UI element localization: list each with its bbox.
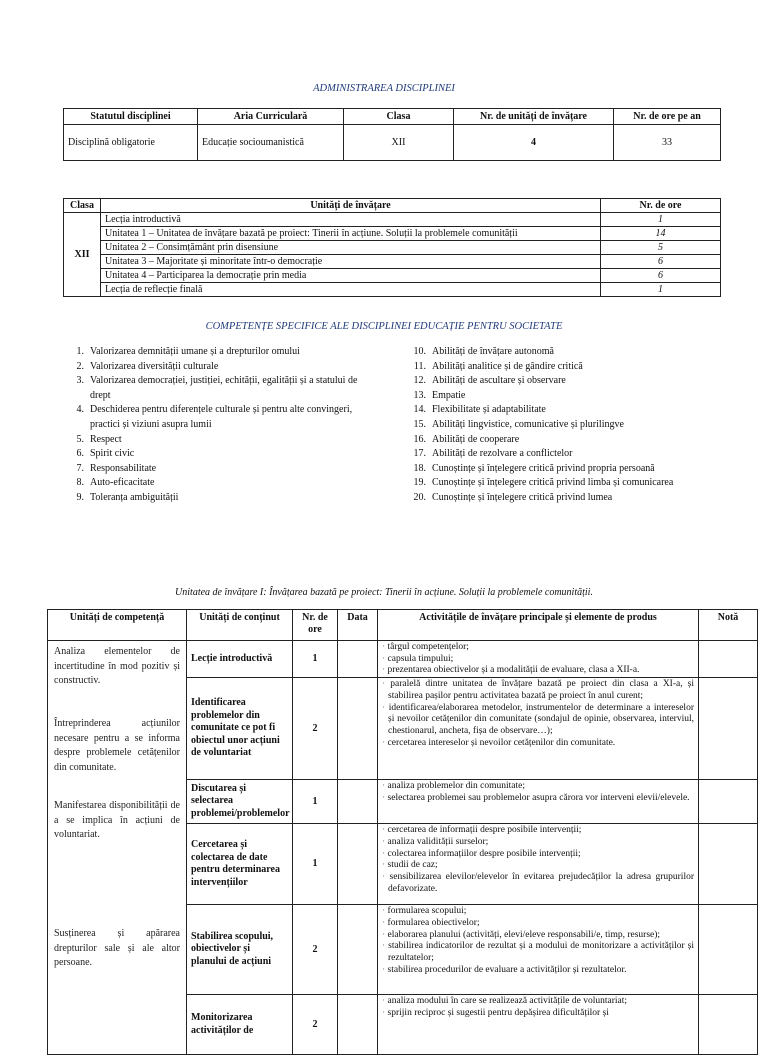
competence-item: [410, 403, 750, 418]
item-text: Valorizarea diversității culturale: [90, 360, 219, 372]
competence-item: [410, 345, 750, 360]
col-header: Activitățile de învățare principale și elemente de produs: [378, 610, 699, 641]
activity-item: · formularea scopului;: [382, 906, 694, 918]
competence-item: [410, 476, 750, 491]
table-row: [64, 125, 721, 161]
item-number: 4.: [76, 404, 84, 416]
competence-unit: Întreprinderea acțiunilor necesare pentru a se informa despre problemele cetățenilor din comunitate.: [54, 718, 180, 773]
item-number: 6.: [76, 448, 84, 460]
hours-per-year: 33: [614, 125, 721, 161]
content-unit: Identificarea problemelor din comunitate ce pot fi obiectul unor acțiuni de voluntariat: [187, 678, 293, 780]
content-unit: Discutarea și selectarea problemei/problemelor: [187, 780, 293, 824]
table-row: [64, 283, 721, 297]
date-cell: [338, 780, 378, 824]
competence-item: [410, 433, 750, 448]
item-text: Toleranța ambiguității: [90, 491, 179, 503]
item-text: Abilități de învățare autonomă: [432, 346, 554, 357]
unit-name: Unitatea 1 – Unitatea de învățare bazată pe proiect: Tinerii în acțiune. Soluții la problemele comunității: [101, 227, 601, 241]
col-header: Statutul disciplinei: [64, 109, 198, 125]
competence-units-cell: [48, 641, 187, 1055]
col-header: Clasa: [344, 109, 454, 125]
item-text: Valorizarea demnității umane și a drepturilor omului: [90, 346, 300, 357]
note-cell: [699, 995, 758, 1055]
unit-hours: 14: [601, 227, 721, 241]
item-number: 19.: [413, 477, 426, 489]
activity-item: · stabilirea indicatorilor de rezultat și a modului de monitorizare a activităților și rezultatelor;: [382, 941, 694, 964]
note-cell: [699, 824, 758, 905]
content-unit: Cercetarea și colectarea de date pentru determinarea intervențiilor: [187, 824, 293, 905]
activity-item: · selectarea problemei sau problemelor asupra cărora vor interveni elevii/elevele.: [382, 793, 694, 805]
item-number: 3.: [76, 375, 84, 387]
table-row: [48, 641, 758, 678]
activity-item: · cercetarea de informații despre posibile intervenții;: [382, 825, 694, 837]
note-cell: [699, 641, 758, 678]
hours: 2: [293, 678, 338, 780]
activity-item: · analiza validității surselor;: [382, 837, 694, 849]
item-text: Abilități de ascultare și observare: [432, 375, 566, 387]
content-unit: Stabilirea scopului, obiectivelor și planului de acțiuni: [187, 905, 293, 995]
competence-item: [68, 462, 368, 477]
item-number: 15.: [413, 418, 426, 430]
col-header: Unități de conținut: [187, 610, 293, 641]
table-row: [64, 227, 721, 241]
item-text: Auto-eficacitate: [90, 477, 155, 489]
unit-hours: 5: [601, 241, 721, 255]
item-text: Empatie: [432, 389, 466, 401]
item-text: Cunoștințe și înțelegere critică privind limba și comunicarea: [432, 477, 674, 489]
item-text: Cunoștințe și înțelegere critică privind propria persoană: [432, 462, 655, 474]
class: XII: [344, 125, 454, 161]
activity-item: · târgul competențelor;: [382, 642, 694, 654]
hours: 1: [293, 641, 338, 678]
table-row: [64, 255, 721, 269]
col-header: Nr. de ore: [293, 610, 338, 641]
unit-name: Unitatea 3 – Majoritate și minoritate într-o democrație: [101, 255, 601, 269]
col-header: Clasa: [64, 199, 101, 213]
item-text: Abilități lingvistice, comunicative și plurilingve: [432, 418, 624, 430]
col-header: Nr. de unități de învățare: [454, 109, 614, 125]
hours: 2: [293, 995, 338, 1055]
activity-item: · capsula timpului;: [382, 654, 694, 666]
item-text: Abilități de cooperare: [432, 433, 520, 445]
item-number: 9.: [76, 491, 84, 503]
item-text: Spirit civic: [90, 448, 135, 460]
activity-item: · formularea obiectivelor;: [382, 918, 694, 930]
unit-hours: 6: [601, 255, 721, 269]
activity-item: · cercetarea intereselor și nevoilor cetățenilor din comunitate.: [382, 738, 694, 750]
item-number: 18.: [413, 462, 426, 474]
competence-item: [68, 433, 368, 448]
activity-item: · prezentarea obiectivelor și a modalității de evaluare, clasa a XII-a.: [382, 665, 694, 677]
note-cell: [699, 780, 758, 824]
note-cell: [699, 905, 758, 995]
col-header: Nr. de ore pe an: [614, 109, 721, 125]
administration-table: [63, 108, 721, 161]
item-text: Valorizarea democrației, justiției, echității, egalității și a statului de drept: [90, 375, 358, 401]
unit-hours: 6: [601, 269, 721, 283]
item-number: 2.: [76, 360, 84, 372]
note-cell: [699, 678, 758, 780]
activity-item: · analiza problemelor din comunitate;: [382, 781, 694, 793]
activities-cell: [378, 995, 699, 1055]
competences-list-right: [410, 345, 750, 506]
content-unit: Lecție introductivă: [187, 641, 293, 678]
date-cell: [338, 995, 378, 1055]
item-number: 17.: [413, 448, 426, 460]
table-row: [64, 269, 721, 283]
unit-hours: 1: [601, 283, 721, 297]
col-header: Data: [338, 610, 378, 641]
activity-item: · sensibilizarea elevilor/elevelor în evitarea prejudecăților la adresa grupurilor defavorizate.: [382, 872, 694, 895]
activity-item: · sprijin reciproc și sugestii pentru depășirea dificultăților și: [382, 1008, 694, 1020]
item-number: 14.: [413, 404, 426, 416]
item-number: 1.: [76, 346, 84, 357]
item-number: 11.: [413, 360, 426, 372]
section-title-competences: COMPETENȚE SPECIFICE ALE DISCIPLINEI EDUCAȚIE PENTRU SOCIETATE: [205, 321, 563, 332]
col-header: Unități de învățare: [101, 199, 601, 213]
item-text: Cunoștințe și înțelegere critică privind lumea: [432, 491, 613, 503]
activities-cell: [378, 641, 699, 678]
unit-hours: 1: [601, 213, 721, 227]
activity-item: · paralelă dintre unitatea de învățare bazată pe proiect din clasa a XI-a, și stabilirea pașilor pentru activitatea bazată pe proiect în anul curent;: [382, 679, 694, 702]
competence-item: [410, 447, 750, 462]
activity-item: · studii de caz;: [382, 860, 694, 872]
activity-item: · stabilirea procedurilor de evaluare a activităților și rezultatelor.: [382, 965, 694, 977]
activity-item: · identificarea/elaborarea metodelor, instrumentelor de determinare a intereselor și nevoilor cetățenilor din comunitate (sondajul de opinie, observarea, interviul, chestionarul, ancheta, fișa de observare…);: [382, 703, 694, 738]
competence-unit: Analiza elementelor de incertitudine în mod pozitiv și constructiv.: [54, 646, 180, 686]
item-text: Responsabilitate: [90, 462, 157, 474]
table-row: [64, 241, 721, 255]
section-title-administration: ADMINISTRAREA DISCIPLINEI: [313, 83, 455, 94]
col-header: Unități de competență: [48, 610, 187, 641]
date-cell: [338, 824, 378, 905]
competence-item: [410, 491, 750, 506]
col-header: Nr. de ore: [601, 199, 721, 213]
competences-list-left: [68, 345, 368, 506]
competence-item: [68, 491, 368, 506]
discipline-status: Disciplină obligatorie: [64, 125, 198, 161]
item-text: Flexibilitate și adaptabilitate: [432, 404, 546, 416]
competence-item: [68, 447, 368, 462]
col-header: Notă: [699, 610, 758, 641]
unit-name: Unitatea 2 – Consimțământ prin disensiune: [101, 241, 601, 255]
col-header: Aria Curriculară: [198, 109, 344, 125]
item-number: 12.: [413, 375, 426, 387]
item-number: 7.: [76, 462, 84, 474]
activity-item: · analiza modului în care se realizează activitățile de voluntariat;: [382, 996, 694, 1008]
item-text: Abilități de rezolvare a conflictelor: [432, 448, 573, 460]
competence-item: [410, 360, 750, 375]
table-row: [64, 213, 721, 227]
item-text: Deschiderea pentru diferențele culturale și pentru alte convingeri, practici și viziuni asupra lumii: [90, 404, 353, 430]
activities-cell: [378, 780, 699, 824]
date-cell: [338, 678, 378, 780]
item-number: 20.: [413, 491, 426, 503]
unit-name: Lecția introductivă: [101, 213, 601, 227]
unit-caption: Unitatea de învățare I: Învățarea bazată pe proiect: Tinerii în acțiune. Soluții la problemele comunității.: [175, 587, 593, 598]
item-text: Respect: [90, 433, 122, 445]
competence-unit: Manifestarea disponibilității de a se implica în acțiuni de voluntariat.: [54, 800, 180, 840]
competence-item: [410, 374, 750, 389]
item-number: 5.: [76, 433, 84, 445]
competence-item: [410, 418, 750, 433]
class-cell: XII: [64, 213, 101, 297]
learning-plan-table: [47, 609, 758, 1055]
date-cell: [338, 641, 378, 678]
competence-item: [68, 345, 368, 360]
competence-item: [68, 374, 368, 403]
activities-cell: [378, 678, 699, 780]
unit-name: Lecția de reflecție finală: [101, 283, 601, 297]
competence-item: [68, 403, 368, 432]
units-table: [63, 198, 721, 297]
hours: 1: [293, 780, 338, 824]
activity-item: · elaborarea planului (activități, elevi/eleve responsabili/e, timp, resurse);: [382, 930, 694, 942]
item-number: 10.: [413, 346, 426, 357]
item-number: 8.: [76, 477, 84, 489]
item-number: 16.: [413, 433, 426, 445]
competence-item: [68, 476, 368, 491]
activities-cell: [378, 905, 699, 995]
item-text: Abilități analitice și de gândire critică: [432, 360, 583, 372]
hours: 1: [293, 824, 338, 905]
competence-item: [410, 462, 750, 477]
units-count: 4: [454, 125, 614, 161]
curricular-area: Educație socioumanistică: [198, 125, 344, 161]
competence-unit: Susținerea și apărarea drepturilor sale și ale altor persoane.: [54, 928, 180, 968]
content-unit: Monitorizarea activităților de: [187, 995, 293, 1055]
item-number: 13.: [413, 389, 426, 401]
activities-cell: [378, 824, 699, 905]
competence-item: [410, 389, 750, 404]
activity-item: · colectarea informațiilor despre posibile intervenții;: [382, 849, 694, 861]
competence-item: [68, 360, 368, 375]
date-cell: [338, 905, 378, 995]
hours: 2: [293, 905, 338, 995]
unit-name: Unitatea 4 – Participarea la democrație prin media: [101, 269, 601, 283]
